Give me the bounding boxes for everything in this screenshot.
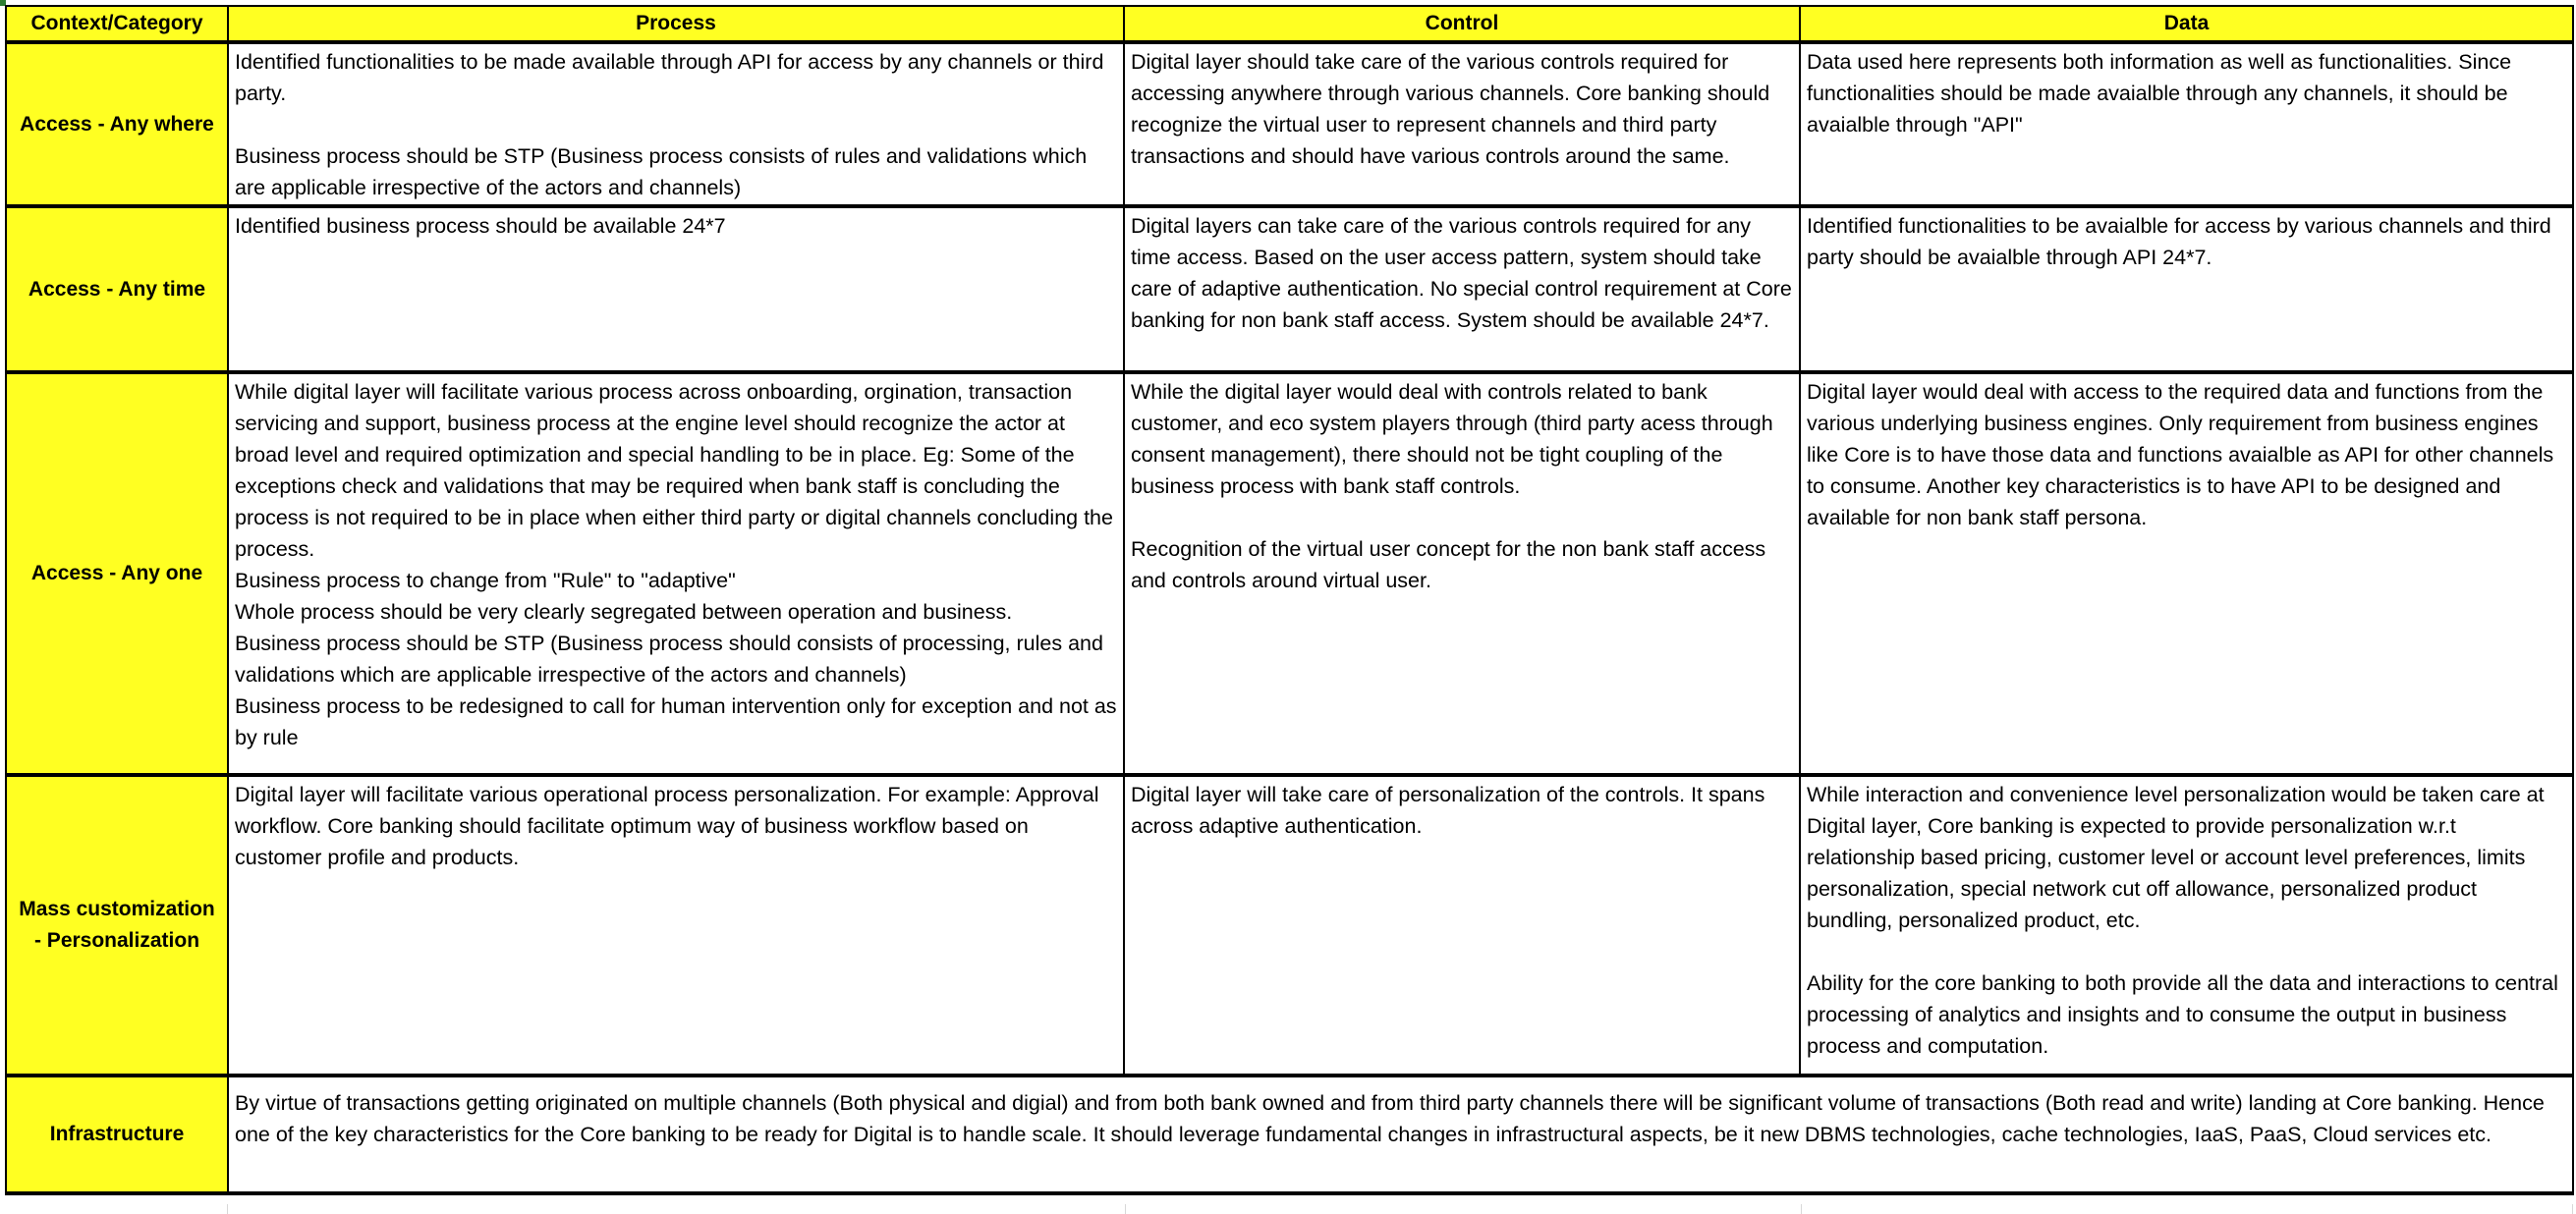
header-data[interactable]: Data — [1800, 6, 2573, 42]
process-cell[interactable]: Digital layer will facilitate various operational process personalization. For example: Approval workflow. Core banking should facilitate optimum way of business workflow based on customer profile and products. — [228, 775, 1124, 1076]
header-control[interactable]: Control — [1124, 6, 1800, 42]
category-cell[interactable]: Access - Any time — [6, 206, 228, 372]
category-cell[interactable]: Access - Any one — [6, 372, 228, 775]
category-cell[interactable]: Infrastructure — [6, 1076, 228, 1193]
process-cell[interactable]: While digital layer will facilitate various process across onboarding, orgination, transaction servicing and support, business process at the engine level should recognize the actor at broad level and required optimization and special handling to be in place. Eg: Some of the exceptions check and validations that may be required when bank staff is concluding the process is not required to be in place when either third party or digital channels concluding the process. Business process to change from "Rule" to "adaptive" Whole process should be very clearly segregated between operation and business. Business process should be STP (Business process should consists of processing, rules and validations which are applicable irrespective of the actors and channels) Business process to be redesigned to call for human intervention only for exception and not as by rule — [228, 372, 1124, 775]
table-row-access-anywhere — [6, 42, 2573, 206]
requirements-table — [5, 5, 2574, 1195]
process-cell[interactable]: Identified business process should be available 24*7 — [228, 206, 1124, 372]
category-cell[interactable]: Access - Any where — [6, 42, 228, 206]
control-cell[interactable]: Digital layers can take care of the various controls required for any time access. Based on the user access pattern, system should take care of adaptive authentication. No special control requirement at Core banking for non bank staff access. System should be available 24*7. — [1124, 206, 1800, 372]
table-row-access-anyone — [6, 372, 2573, 775]
data-cell[interactable]: Data used here represents both information as well as functionalities. Since functionalities should be made avaialble through any channels, it should be avaialble through "API" — [1800, 42, 2573, 206]
table-row-access-anytime — [6, 206, 2573, 372]
data-cell[interactable]: Identified functionalities to be avaialble for access by various channels and third party should be avaialble through API 24*7. — [1800, 206, 2573, 372]
process-cell[interactable]: Identified functionalities to be made available through API for access by any channels or third party. Business process should be STP (Business process consists of rules and validations which are applicable irrespective of the actors and channels) — [228, 42, 1124, 206]
data-cell[interactable]: While interaction and convenience level personalization would be taken care at Digital layer, Core banking is expected to provide personalization w.r.t relationship based pricing, customer level or account level preferences, limits personalization, special network cut off allowance, personalized product bundling, personalized product, etc. Ability for the core banking to both provide all the data and interactions to central processing of analytics and insights and to consume the output in business process and computation. — [1800, 775, 2573, 1076]
header-row — [6, 6, 2573, 42]
control-cell[interactable]: While the digital layer would deal with controls related to bank customer, and eco system players through (third party acess through consent management), there should not be tight coupling of the business process with bank staff controls. Recognition of the virtual user concept for the non bank staff access and controls around virtual user. — [1124, 372, 1800, 775]
control-cell[interactable]: Digital layer will take care of personalization of the controls. It spans across adaptive authentication. — [1124, 775, 1800, 1076]
header-process[interactable]: Process — [228, 6, 1124, 42]
empty-grid-area — [0, 1204, 2576, 1214]
header-category[interactable]: Context/Category — [6, 6, 228, 42]
table-row-infrastructure — [6, 1076, 2573, 1193]
infrastructure-text-cell[interactable]: By virtue of transactions getting originated on multiple channels (Both physical and digial) and from both bank owned and from third party channels there will be significant volume of transactions (Both read and write) landing at Core banking. Hence one of the key characteristics for the Core banking to be ready for Digital is to handle scale. It should leverage fundamental changes in infrastructural aspects, be it new DBMS technologies, cache technologies, IaaS, PaaS, Cloud services etc. — [228, 1076, 2573, 1193]
category-cell[interactable]: Mass customization - Personalization — [6, 775, 228, 1076]
table-row-personalization — [6, 775, 2573, 1076]
data-cell[interactable]: Digital layer would deal with access to the required data and functions from the various underlying business engines. Only requirement from business engines like Core is to have those data and functions avaialble as API for other channels to consume. Another key characteristics is to have API to be designed and available for non bank staff persona. — [1800, 372, 2573, 775]
control-cell[interactable]: Digital layer should take care of the various controls required for accessing anywhere through various channels. Core banking should recognize the virtual user to represent channels and third party transactions and should have various controls around the same. — [1124, 42, 1800, 206]
